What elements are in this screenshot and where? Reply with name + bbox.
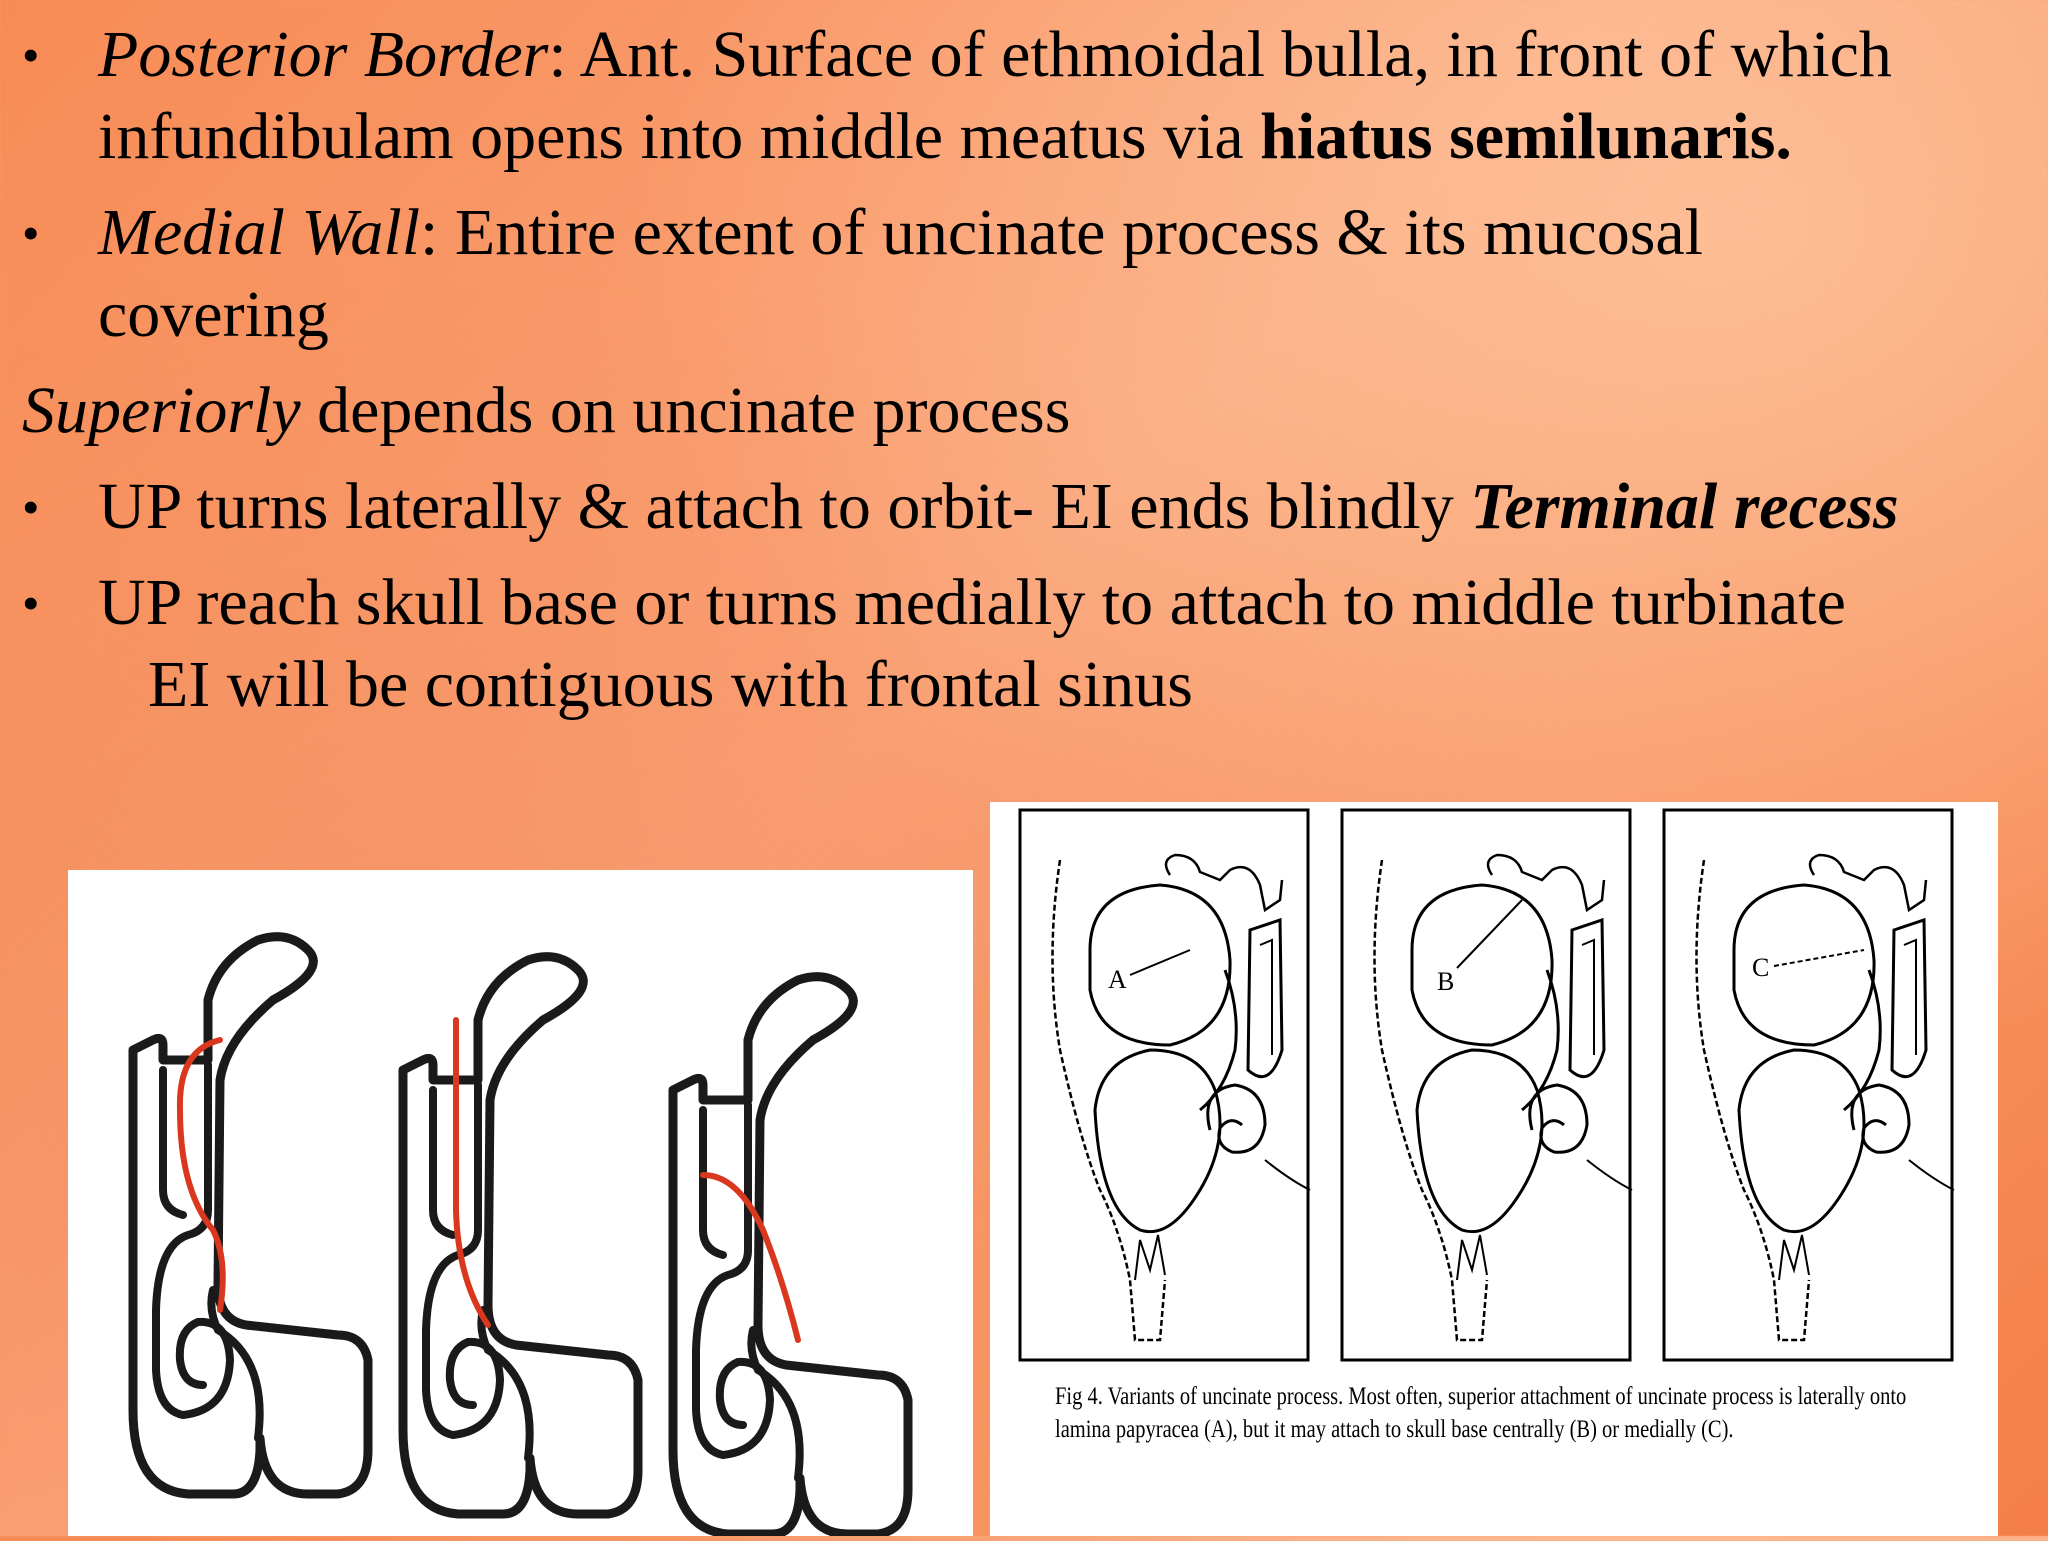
medial-wall-line-1: Medial Wall: Entire extent of uncinate process & its mucosal <box>98 196 1704 269</box>
medial-wall-label: Medial Wall <box>98 196 421 269</box>
label-a: A <box>1108 965 1127 994</box>
terminal-recess-line: UP turns laterally & attach to orbit- EI ends blindly Terminal recess <box>98 470 1899 543</box>
variant-a-diagram <box>133 937 368 1494</box>
figure-caption: Fig 4. Variants of uncinate process. Most often, superior attachment of uncinate process is laterally onto lamina papyracea (A), but it may attach to skull base centrally (B) or medially (C). <box>1055 1383 1907 1443</box>
highlight-line <box>456 1020 488 1325</box>
sketch-b <box>1342 810 1632 1360</box>
variant-b-diagram <box>403 957 638 1514</box>
posterior-border-line-1: Posterior Border: Ant. Surface of ethmoidal bulla, in front of which <box>98 18 1892 91</box>
uncinate-schematic-figure <box>68 870 973 1536</box>
superiorly-heading: Superiorly depends on uncinate process <box>22 374 1071 447</box>
terminal-recess-term: Terminal recess <box>1470 470 1899 543</box>
hiatus-semilunaris-term: hiatus semilunaris. <box>1260 100 1792 173</box>
bullet-dot: • <box>22 575 40 631</box>
skull-base-line-1: UP reach skull base or turns medially to attach to middle turbinate <box>98 566 1846 639</box>
bullet-dot: • <box>22 479 40 535</box>
sketch-c <box>1664 810 1954 1360</box>
posterior-border-line-2: infundibulam opens into middle meatus via hiatus semilunaris. <box>98 100 1792 173</box>
variant-c-diagram <box>673 977 908 1534</box>
skull-base-line-2: EI will be contiguous with frontal sinus <box>148 648 1193 721</box>
uncinate-variants-figure <box>990 802 1998 1536</box>
bullet-dot: • <box>22 27 40 83</box>
label-c: C <box>1752 953 1770 982</box>
uncinate-variants-svg <box>990 802 1998 1362</box>
label-b: B <box>1437 967 1455 996</box>
posterior-border-label: Posterior Border <box>98 18 549 91</box>
sketch-a <box>1020 810 1310 1360</box>
bullet-dot: • <box>22 205 40 261</box>
medial-wall-line-2: covering <box>98 278 329 351</box>
uncinate-schematic-svg <box>68 870 973 1536</box>
